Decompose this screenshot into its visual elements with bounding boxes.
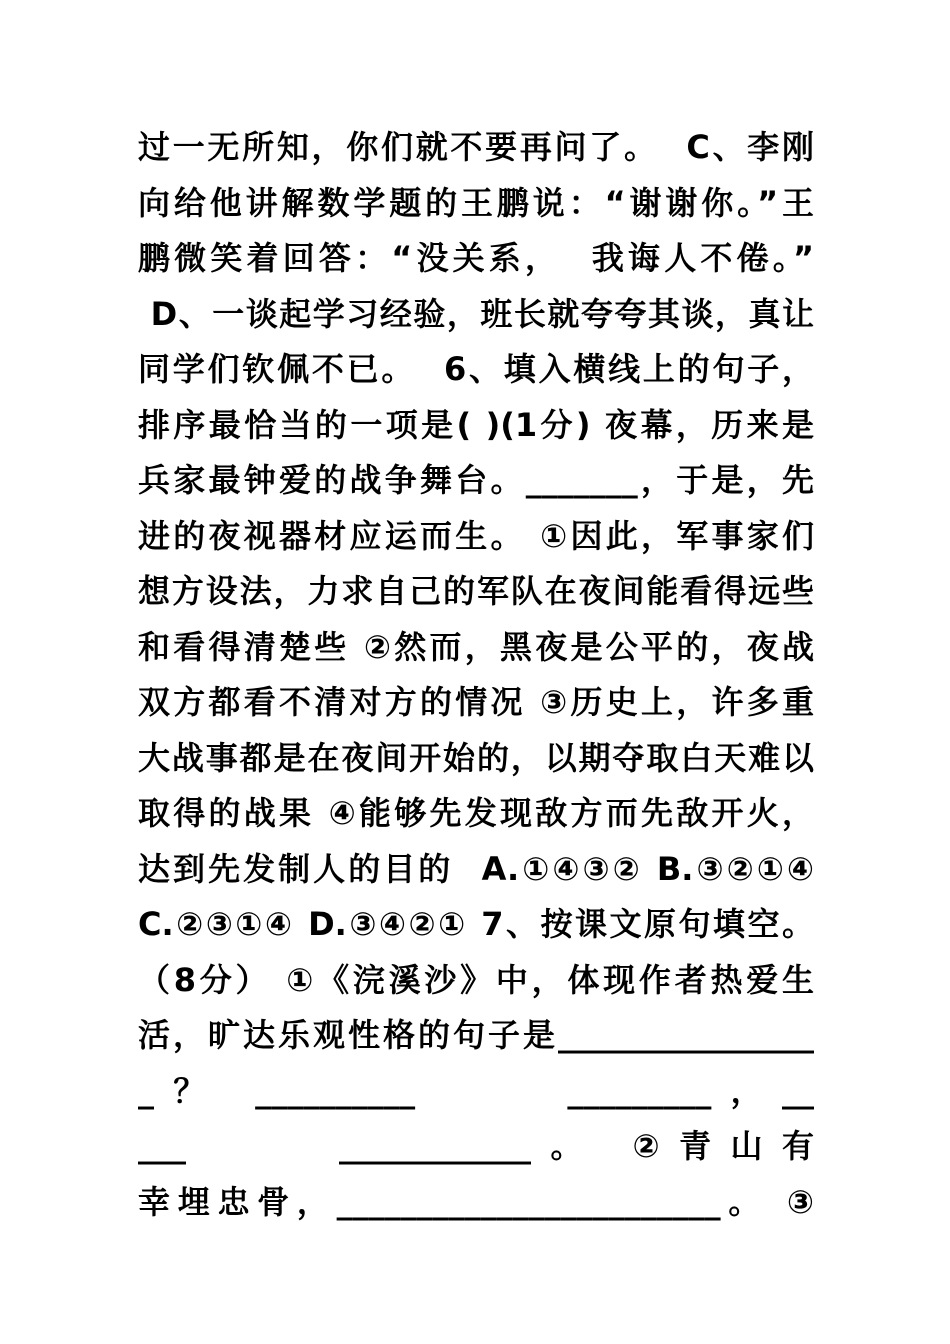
text-line-10: 和看得清楚些 ②然而，黑夜是公平的，夜战 bbox=[138, 627, 814, 666]
text-line-20: 幸埋忠骨，________________________。 ③ bbox=[138, 1182, 814, 1221]
document-body bbox=[138, 120, 814, 1230]
text-line-2: 向给他讲解数学题的王鹏说：“谢谢你。”王 bbox=[138, 183, 814, 222]
text-line-11: 双方都看不清对方的情况 ③历史上，许多重 bbox=[138, 683, 814, 721]
text-line-6: 排序最恰当的一项是( )(1分) 夜幕，历来是 bbox=[138, 405, 814, 444]
text-line-5: 同学们钦佩不已。 6、填入横线上的句子， bbox=[138, 350, 814, 388]
text-line-15: C.②③①④ D.③④②① 7、按课文原句填空。 bbox=[138, 905, 814, 943]
text-line-18: _？ __________ _________，__ bbox=[138, 1071, 814, 1110]
text-line-4: D、一谈起学习经验，班长就夸夸其谈，真让 bbox=[138, 294, 814, 333]
text-line-14: 达到先发制人的目的 A.①④③② B.③②①④ bbox=[138, 849, 814, 888]
text-line-9: 想方设法，力求自己的军队在夜间能看得远些 bbox=[138, 572, 814, 610]
text-line-19: ___ ____________。 ②青山有 bbox=[138, 1127, 814, 1165]
text-line-3: 鹏微笑着回答：“没关系， 我诲人不倦。” bbox=[138, 239, 814, 277]
text-line-1: 过一无所知，你们就不要再问了。 C、李刚 bbox=[138, 128, 814, 166]
text-line-7: 兵家最钟爱的战争舞台。_______，于是，先 bbox=[138, 461, 814, 499]
text-line-16: （8分） ①《浣溪沙》中，体现作者热爱生 bbox=[138, 960, 814, 999]
text-line-8: 进的夜视器材应运而生。 ①因此，军事家们 bbox=[138, 516, 814, 555]
text-line-17: 活，旷达乐观性格的句子是________________ bbox=[138, 1016, 814, 1054]
text-line-12: 大战事都是在夜间开始的，以期夺取白天难以 bbox=[138, 738, 814, 777]
text-line-13: 取得的战果 ④能够先发现敌方而先敌开火， bbox=[138, 794, 814, 832]
